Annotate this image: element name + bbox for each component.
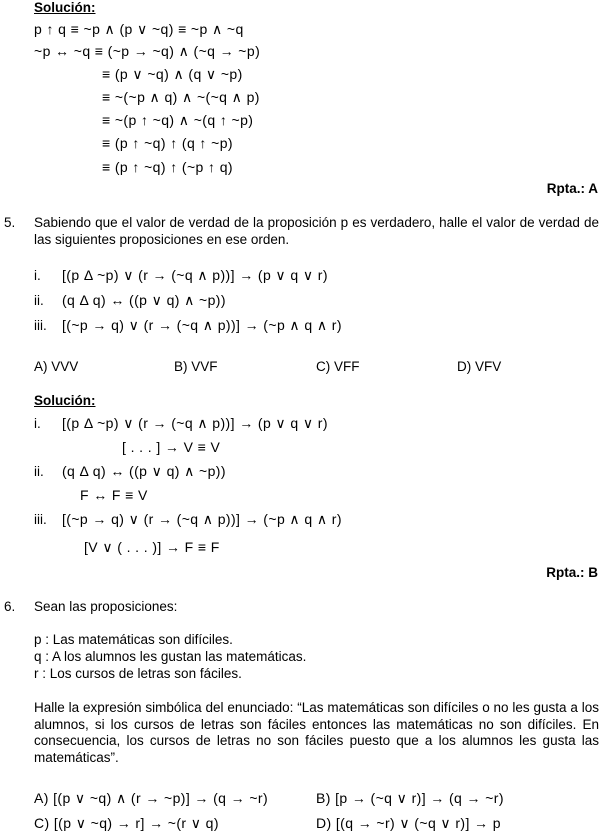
math-line: ≡ (p ↑ ~q) ↑ (q ↑ ~p) [102,135,233,151]
item-expression: (q Δ q) ↔ ((p ∨ q) ∧ ~p)) [62,292,226,308]
option-d: D) VFV [457,359,502,374]
question-text: Sabiendo que el valor de verdad de la proposición p es verdadero, halle el valor de verdad de las siguientes proposiciones en ese orden. [34,215,599,247]
item-label: i. [34,416,41,431]
question-intro: Sean las proposiciones: [34,599,178,614]
solution-heading: Solución: [34,393,96,408]
math-line: ≡ ~(p ↑ ~q) ∧ ~(q ↑ ~p) [102,112,254,128]
math-line: p ↑ q ≡ ~p ∧ (p ∨ ~q) ≡ ~p ∧ ~q [34,21,244,37]
math-line: ≡ (p ∨ ~q) ∧ (q ∨ ~p) [102,66,243,82]
item-label: ii. [34,464,44,479]
item-expression: [(p Δ ~p) ∨ (r → (~q ∧ p))] → (p ∨ q ∨ r) [62,267,328,283]
solution-expression: (q Δ q) ↔ ((p ∨ q) ∧ ~p)) [62,463,226,479]
solution-result: [V ∨ ( . . . )] → F ≡ F [84,539,220,555]
proposition-p: p : Las matemáticas son difíciles. [34,632,233,647]
question-number: 6. [4,599,16,614]
question-text: Halle la expresión simbólica del enunciado: “Las matemáticas son difíciles o no les gusta a los alumnos, si los cursos de letras son fáciles entonces las matemáticas no son difíciles. En consecuencia, los cursos de letras no son fáciles puesto que a los alumnos les gusta las matemáticas”. [34,700,599,765]
item-label: iii. [34,318,47,333]
solution-expression: [(p Δ ~p) ∨ (r → (~q ∧ p))] → (p ∨ q ∨ r) [62,415,328,431]
answer-label: Rpta.: B [546,565,598,580]
item-expression: [(~p → q) ∨ (r → (~q ∧ p))] → (~p ∧ q ∧ r) [62,317,342,333]
math-line: ≡ (p ↑ ~q) ↑ (~p ↑ q) [102,159,233,175]
item-label: ii. [34,293,44,308]
option-c: C) [(p ∨ ~q) → r] → ~(r ∨ q) [34,815,219,831]
item-label: i. [34,268,41,283]
solution-expression: [(~p → q) ∨ (r → (~q ∧ p))] → (~p ∧ q ∧ r) [62,511,342,527]
option-b: B) [p → (~q ∨ r)] → (q → ~r) [316,790,504,806]
math-line: ≡ ~(~p ∧ q) ∧ ~(~q ∧ p) [102,89,260,105]
option-d: D) [(q → ~r) ∨ (~q ∨ r)] → p [316,815,501,831]
question-number: 5. [4,215,16,230]
solution-result: F ↔ F ≡ V [80,487,148,503]
item-label: iii. [34,512,47,527]
answer-label: Rpta.: A [546,181,598,196]
option-a: A) VVV [34,359,79,374]
proposition-q: q : A los alumnos les gustan las matemáticas. [34,649,307,664]
solution-result: [ . . . ] → V ≡ V [122,439,221,455]
option-b: B) VVF [174,359,218,374]
option-a: A) [(p ∨ ~q) ∧ (r → ~p)] → (q → ~r) [34,790,269,806]
option-c: C) VFF [316,359,360,374]
solution-heading: Solución: [34,0,96,15]
proposition-r: r : Los cursos de letras son fáciles. [34,666,242,681]
math-line: ~p ↔ ~q ≡ (~p → ~q) ∧ (~q → ~p) [34,43,261,59]
